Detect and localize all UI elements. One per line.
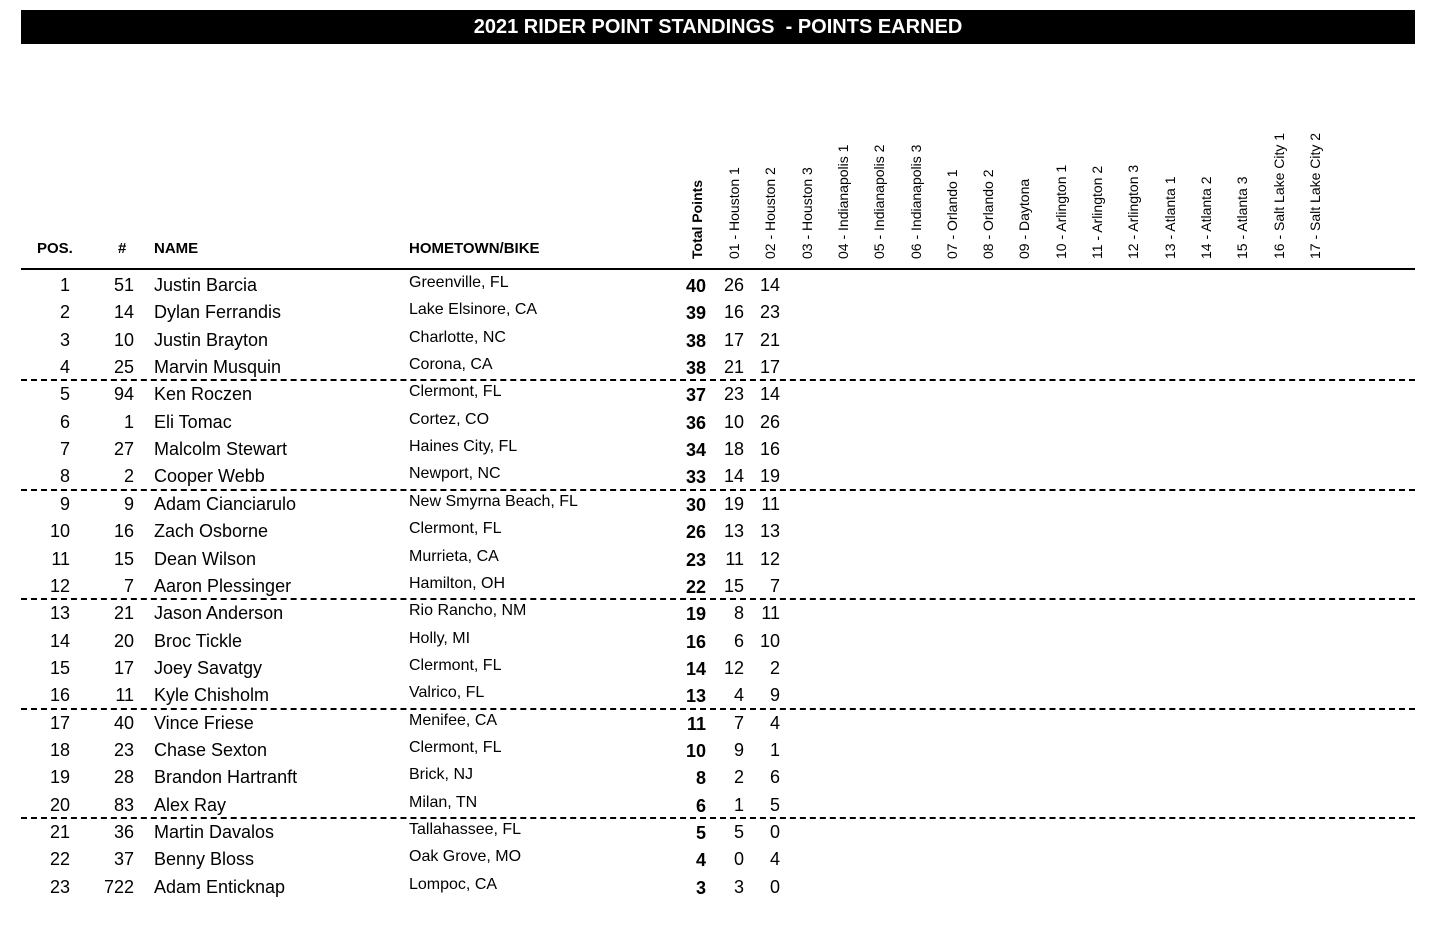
rider-name: Martin Davalos bbox=[154, 822, 275, 842]
rider-round-1-points: 26 bbox=[723, 275, 744, 295]
table-row bbox=[0, 272, 1440, 299]
table-row bbox=[0, 436, 1440, 463]
header-hometown: HOMETOWN/BIKE bbox=[409, 240, 540, 257]
rider-position: 22 bbox=[49, 849, 70, 870]
header-divider bbox=[21, 268, 1415, 270]
header-round-12: 12 - Arlington 3 bbox=[1125, 164, 1142, 259]
rider-round-1-points: 2 bbox=[733, 767, 744, 788]
rider-hometown: Cortez, CO bbox=[409, 410, 490, 428]
rider-number: 10 bbox=[113, 329, 134, 350]
rider-position: 1 bbox=[59, 275, 70, 295]
rider-number: 722 bbox=[103, 876, 134, 897]
rider-number: 15 bbox=[113, 548, 134, 569]
rider-number: 2 bbox=[123, 466, 134, 487]
rider-hometown: Clermont, FL bbox=[409, 656, 502, 674]
rider-round-1-points: 9 bbox=[733, 739, 744, 760]
rider-total-points: 33 bbox=[685, 467, 706, 488]
header-round-6: 06 - Indianapolis 3 bbox=[907, 144, 924, 259]
table-row bbox=[0, 299, 1440, 326]
rider-hometown: Clermont, FL bbox=[409, 738, 502, 756]
rider-name: Chase Sexton bbox=[154, 739, 268, 760]
rider-total-points: 8 bbox=[695, 768, 706, 789]
rider-number: 7 bbox=[123, 575, 134, 596]
rider-round-1-points: 23 bbox=[723, 384, 744, 405]
header-pos: POS. bbox=[37, 240, 73, 257]
table-row bbox=[0, 874, 1440, 901]
rider-number: 37 bbox=[113, 849, 134, 870]
header-round-13: 13 - Atlanta 1 bbox=[1161, 176, 1178, 259]
rider-name: Benny Bloss bbox=[154, 849, 255, 870]
header-round-4: 04 - Indianapolis 1 bbox=[834, 144, 851, 259]
rider-total-points: 16 bbox=[685, 631, 706, 652]
rider-position: 4 bbox=[59, 357, 70, 378]
rider-hometown: Holly, MI bbox=[409, 629, 471, 647]
rider-total-points: 10 bbox=[685, 740, 706, 761]
rider-position: 8 bbox=[59, 466, 70, 487]
rider-round-2-points: 26 bbox=[759, 411, 780, 432]
header-round-15: 15 - Atlanta 3 bbox=[1234, 176, 1251, 259]
header-name: NAME bbox=[154, 240, 199, 257]
rider-round-1-points: 21 bbox=[723, 357, 744, 378]
rider-round-1-points: 16 bbox=[723, 302, 744, 323]
rider-name: Joey Savatgy bbox=[154, 657, 263, 678]
rider-total-points: 37 bbox=[685, 385, 706, 406]
rider-hometown: Newport, NC bbox=[409, 465, 501, 483]
rider-hometown: Haines City, FL bbox=[409, 438, 518, 456]
rider-total-points: 4 bbox=[695, 850, 706, 871]
rider-name: Malcolm Stewart bbox=[154, 439, 288, 460]
rider-position: 5 bbox=[59, 384, 70, 405]
rider-position: 6 bbox=[59, 411, 70, 432]
rider-number: 51 bbox=[113, 275, 134, 295]
rider-total-points: 39 bbox=[685, 303, 706, 324]
rider-round-1-points: 6 bbox=[733, 630, 744, 651]
table-row bbox=[0, 354, 1440, 381]
rider-name: Zach Osborne bbox=[154, 521, 269, 542]
rider-round-1-points: 19 bbox=[723, 493, 744, 514]
rider-name: Alex Ray bbox=[154, 794, 227, 815]
rider-name: Dean Wilson bbox=[154, 548, 257, 569]
rider-round-1-points: 14 bbox=[723, 466, 744, 487]
rider-number: 14 bbox=[113, 302, 134, 323]
rider-position: 10 bbox=[49, 521, 70, 542]
rider-name: Adam Enticknap bbox=[154, 876, 286, 897]
rider-round-2-points: 16 bbox=[759, 439, 780, 460]
rider-number: 23 bbox=[113, 739, 134, 760]
rider-round-2-points: 1 bbox=[769, 739, 780, 760]
rider-hometown: Menifee, CA bbox=[409, 711, 498, 729]
rider-hometown: Valrico, FL bbox=[409, 684, 485, 702]
rider-round-2-points: 0 bbox=[769, 876, 780, 897]
rider-round-2-points: 14 bbox=[759, 275, 780, 295]
rider-position: 11 bbox=[51, 548, 70, 569]
rider-round-2-points: 12 bbox=[759, 548, 780, 569]
rider-position: 7 bbox=[59, 439, 70, 460]
rider-hometown: Hamilton, OH bbox=[409, 574, 506, 592]
rider-round-2-points: 21 bbox=[759, 329, 780, 350]
rider-position: 2 bbox=[59, 302, 70, 323]
rider-round-1-points: 0 bbox=[733, 849, 744, 870]
rider-name: Justin Barcia bbox=[154, 275, 258, 295]
rider-hometown: Rio Rancho, NM bbox=[409, 602, 527, 620]
rider-name: Brandon Hartranft bbox=[154, 767, 298, 788]
rider-hometown: Corona, CA bbox=[409, 356, 493, 374]
header-round-8: 08 - Orlando 2 bbox=[980, 169, 997, 259]
rider-name: Eli Tomac bbox=[154, 411, 232, 432]
rider-hometown: Clermont, FL bbox=[409, 520, 502, 538]
rider-total-points: 23 bbox=[685, 549, 706, 570]
rider-hometown: New Smyrna Beach, FL bbox=[409, 492, 578, 510]
rider-name: Marvin Musquin bbox=[154, 357, 282, 378]
rider-number: 28 bbox=[113, 767, 134, 788]
rider-hometown: Oak Grove, MO bbox=[409, 848, 522, 866]
rider-round-1-points: 12 bbox=[723, 657, 744, 678]
rider-position: 12 bbox=[49, 575, 70, 596]
table-row bbox=[0, 573, 1440, 600]
rider-number: 36 bbox=[113, 822, 134, 842]
rider-number: 83 bbox=[113, 794, 134, 815]
table-row bbox=[0, 327, 1440, 354]
rider-name: Adam Cianciarulo bbox=[154, 493, 297, 514]
table-row bbox=[0, 491, 1440, 518]
rider-hometown: Lompoc, CA bbox=[409, 875, 498, 893]
rider-round-2-points: 2 bbox=[769, 657, 780, 678]
rider-round-2-points: 23 bbox=[759, 302, 780, 323]
table-row bbox=[0, 710, 1440, 737]
rider-round-1-points: 10 bbox=[723, 411, 744, 432]
rider-round-2-points: 14 bbox=[759, 384, 780, 405]
header-round-7: 07 - Orlando 1 bbox=[943, 169, 960, 259]
table-row bbox=[0, 682, 1440, 709]
rider-hometown: Murrieta, CA bbox=[409, 547, 499, 565]
rider-total-points: 14 bbox=[685, 658, 706, 679]
table-row bbox=[0, 628, 1440, 655]
rider-position: 20 bbox=[49, 794, 70, 815]
rider-round-2-points: 6 bbox=[769, 767, 780, 788]
rider-total-points: 3 bbox=[695, 877, 706, 898]
table-row bbox=[0, 819, 1440, 846]
rider-round-1-points: 4 bbox=[733, 685, 744, 706]
rider-number: 94 bbox=[113, 384, 134, 405]
rider-round-1-points: 1 bbox=[733, 794, 744, 815]
rider-round-2-points: 7 bbox=[769, 575, 780, 596]
rider-position: 16 bbox=[49, 685, 70, 706]
table-row bbox=[0, 518, 1440, 545]
rider-total-points: 19 bbox=[685, 604, 706, 625]
rider-hometown: Clermont, FL bbox=[409, 383, 502, 401]
rider-total-points: 11 bbox=[686, 713, 706, 734]
rider-number: 20 bbox=[113, 630, 134, 651]
rider-round-1-points: 13 bbox=[723, 521, 744, 542]
rider-number: 25 bbox=[113, 357, 134, 378]
table-row bbox=[0, 381, 1440, 408]
header-round-9: 09 - Daytona bbox=[1016, 178, 1033, 259]
rider-total-points: 5 bbox=[695, 823, 706, 843]
rider-total-points: 34 bbox=[685, 440, 706, 461]
rider-round-1-points: 5 bbox=[733, 822, 744, 842]
rider-number: 40 bbox=[113, 712, 134, 733]
header-number: # bbox=[118, 240, 127, 257]
table-row bbox=[0, 846, 1440, 873]
rider-round-2-points: 17 bbox=[759, 357, 780, 378]
rider-total-points: 40 bbox=[685, 276, 706, 296]
rider-hometown: Lake Elsinore, CA bbox=[409, 301, 538, 319]
rider-round-2-points: 5 bbox=[769, 794, 780, 815]
rider-round-1-points: 17 bbox=[723, 329, 744, 350]
rider-name: Broc Tickle bbox=[154, 630, 243, 651]
rider-position: 19 bbox=[49, 767, 70, 788]
rider-round-2-points: 10 bbox=[759, 630, 780, 651]
rider-total-points: 38 bbox=[685, 330, 706, 351]
rider-hometown: Greenville, FL bbox=[409, 274, 509, 291]
rider-position: 21 bbox=[49, 822, 70, 842]
rider-name: Dylan Ferrandis bbox=[154, 302, 282, 323]
rider-position: 9 bbox=[59, 493, 70, 514]
header-round-5: 05 - Indianapolis 2 bbox=[871, 144, 888, 259]
rider-round-1-points: 15 bbox=[723, 575, 744, 596]
rider-round-2-points: 4 bbox=[769, 849, 780, 870]
rider-total-points: 13 bbox=[685, 686, 706, 707]
rider-position: 18 bbox=[49, 739, 70, 760]
header-round-14: 14 - Atlanta 2 bbox=[1197, 176, 1214, 259]
rider-round-2-points: 9 bbox=[769, 685, 780, 706]
table-row bbox=[0, 600, 1440, 627]
rider-round-1-points: 11 bbox=[725, 548, 744, 569]
rider-position: 17 bbox=[49, 712, 70, 733]
rider-name: Ken Roczen bbox=[154, 384, 253, 405]
rider-round-2-points: 4 bbox=[769, 712, 780, 733]
header-total-points: Total Points bbox=[689, 179, 705, 259]
table-row bbox=[0, 792, 1440, 819]
page-title: 2021 RIDER POINT STANDINGS - POINTS EARNED bbox=[21, 10, 1415, 44]
rider-position: 13 bbox=[49, 603, 70, 624]
rider-name: Vince Friese bbox=[154, 712, 254, 733]
rider-name: Jason Anderson bbox=[154, 603, 284, 624]
header-round-1: 01 - Houston 1 bbox=[726, 167, 742, 259]
rider-total-points: 38 bbox=[685, 358, 706, 379]
rider-position: 14 bbox=[49, 630, 70, 651]
table-row bbox=[0, 655, 1440, 682]
rider-round-1-points: 3 bbox=[733, 876, 744, 897]
rider-number: 17 bbox=[113, 657, 134, 678]
rider-round-2-points: 0 bbox=[769, 822, 780, 842]
rider-hometown: Charlotte, NC bbox=[409, 328, 506, 346]
rider-round-1-points: 7 bbox=[733, 712, 744, 733]
rider-total-points: 30 bbox=[685, 494, 706, 515]
header-round-2: 02 - Houston 2 bbox=[762, 167, 779, 259]
rider-name: Justin Brayton bbox=[154, 329, 269, 350]
header-round-10: 10 - Arlington 1 bbox=[1052, 164, 1069, 259]
table-row bbox=[0, 764, 1440, 791]
rider-total-points: 6 bbox=[695, 795, 706, 816]
rider-number: 27 bbox=[113, 439, 134, 460]
rider-number: 16 bbox=[113, 521, 134, 542]
table-row bbox=[0, 546, 1440, 573]
rider-name: Kyle Chisholm bbox=[154, 685, 270, 706]
table-row bbox=[0, 409, 1440, 436]
header-round-3: 03 - Houston 3 bbox=[798, 167, 815, 259]
rider-number: 1 bbox=[123, 411, 134, 432]
table-row bbox=[0, 737, 1440, 764]
header-round-17: 17 - Salt Lake City 2 bbox=[1306, 132, 1323, 259]
header-round-11: 11 - Arlington 2 bbox=[1089, 165, 1105, 259]
table-row bbox=[0, 463, 1440, 490]
rider-round-1-points: 18 bbox=[723, 439, 744, 460]
rider-position: 15 bbox=[49, 657, 70, 678]
rider-number: 9 bbox=[123, 493, 134, 514]
rider-hometown: Milan, TN bbox=[409, 793, 478, 811]
rider-position: 23 bbox=[49, 876, 70, 897]
header-round-16: 16 - Salt Lake City 1 bbox=[1270, 132, 1287, 259]
rider-hometown: Brick, NJ bbox=[409, 766, 473, 784]
rider-position: 3 bbox=[59, 329, 70, 350]
rider-hometown: Tallahassee, FL bbox=[409, 821, 522, 838]
rider-name: Aaron Plessinger bbox=[154, 575, 292, 596]
rider-total-points: 36 bbox=[685, 412, 706, 433]
rider-round-1-points: 8 bbox=[733, 603, 744, 624]
rider-round-2-points: 11 bbox=[761, 603, 780, 624]
rider-number: 21 bbox=[113, 603, 134, 624]
rider-round-2-points: 11 bbox=[761, 493, 780, 514]
rider-total-points: 22 bbox=[685, 576, 706, 597]
rider-name: Cooper Webb bbox=[154, 466, 265, 487]
rider-total-points: 26 bbox=[685, 522, 706, 543]
rider-round-2-points: 13 bbox=[759, 521, 780, 542]
rider-number: 11 bbox=[115, 685, 134, 706]
rider-round-2-points: 19 bbox=[759, 466, 780, 487]
